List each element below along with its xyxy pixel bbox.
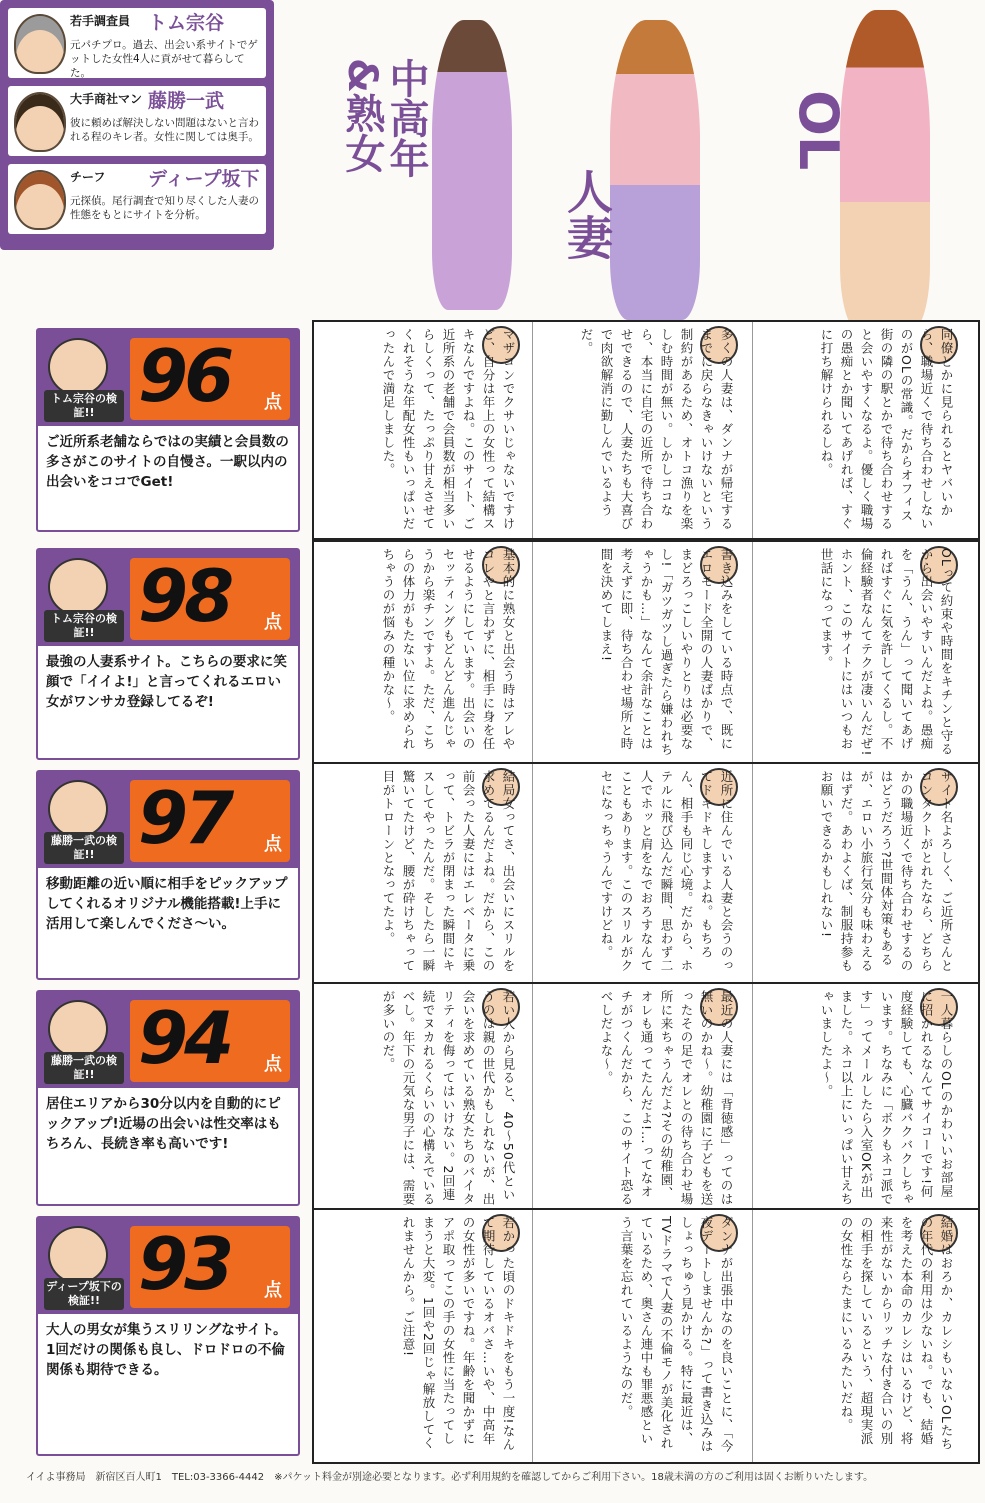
comment-text: 同僚とかに見られるとヤバいから、職場近くで待ち合わせしないのがOLの常識。だからオフィス街の隣の駅とかで待ち合わせすると会いやすくなるよ。優しく職場の愚痴とか聞いてあげれば、すぐに打ち解けられるしね。: [819, 328, 954, 531]
divider: [532, 1210, 533, 1462]
avatar: [48, 338, 108, 396]
staff-name: ディープ坂下: [148, 168, 260, 190]
divider: [752, 984, 753, 1212]
staff-role: 大手商社マン: [70, 92, 143, 106]
score-summary: 移動距離の近い順に相手をピックアップしてくれるオリジナル機能搭載!上手に活用して楽しんでくださ～い。: [46, 876, 288, 932]
comment-text: 最近の人妻には「背徳感」ってのは無いのかね～。幼稚園に子どもを送ったその足でオレとの待ち合わせ場所に来ちゃうんだよ?その幼稚園、オレも通ってたんだよ!…ってなオチがつくんだから、このサイト恐るべしだよな～。: [599, 990, 734, 1206]
staff-role: 若手調査員: [70, 14, 131, 28]
staff-desc: 彼に頼めば解決しない問題はないと言われる程のキレ者。女性に関しては奥手。: [70, 117, 259, 143]
divider: [752, 322, 753, 538]
divider: [752, 1210, 753, 1462]
comment-row: [312, 1208, 980, 1464]
divider: [532, 984, 533, 1212]
comment-row: [312, 540, 980, 768]
score-value: 97: [138, 776, 231, 860]
score-panel: [36, 548, 300, 760]
comment-text: 基本的に熟女と出会う時はアレやコレやと言わずに、相手に身を任せるようにしています。出会いのセッティングもどんどん進んじゃうから楽チンですよ。ただ、こちらの体力がもたない位に求められちゃうのが悩みの種かな～。: [381, 548, 516, 751]
avatar: [14, 170, 66, 230]
score-panel: [36, 990, 300, 1206]
score-box: [130, 334, 290, 420]
score-header: [38, 1218, 298, 1314]
score-value: 94: [138, 996, 231, 1080]
comment-text: 多くの人妻は、ダンナが帰宅するまでに戻らなきゃいけないという制約があるため、オトコ漁りを楽しむ時間が無い。しかしココなら、本当に自宅の近所で待ち合わせできるので、人妻たちも大喜びで肉欲解消に勤しんでいるようだ。: [579, 328, 734, 531]
divider: [532, 542, 533, 766]
verifier-tag: トム宗谷の検証!!: [44, 610, 124, 642]
score-box: [130, 1222, 290, 1308]
comment-row: [312, 762, 980, 988]
staff-panel: [0, 0, 274, 250]
staff-name: 藤勝一武: [148, 90, 225, 112]
comment-text: マザコンでクサいじゃないですけど、自分は年上の女性って結構スキなんですよね。このサイト、ご近所系の老舗で会員数が相当多いらしくって、たっぷり甘えさせてくれそうな年配女性もいっぱいだったんで満足しました。: [381, 328, 516, 531]
avatar: [14, 92, 66, 152]
staff-fujikatsu: [8, 86, 266, 156]
housewife-illustration: [610, 20, 700, 320]
score-panel: [36, 770, 300, 980]
staff-desc: 元探偵。尾行調査で知り尽くした人妻の性態をもとにサイトを分析。: [70, 195, 259, 221]
comment-text: ダンナが出張中なのを良いことに、「今夜デートしませんか?」って書き込みはしょっちゅう見かける。特に最近は、TVドラマで人妻の不倫モノが美化されているため、奥さん連中も罪悪感という言葉を忘れているようなのだ。: [619, 1216, 734, 1454]
score-summary: ご近所系老舗ならではの実績と会員数の多さがこのサイトの自慢さ。一駅以内の出会いをココでGet!: [46, 434, 289, 490]
staff-name: トム宗谷: [148, 12, 225, 34]
comment-text: 結局女ってさ、出会いにスリルを求めてるんだよね。だから、この前会った人妻にはエレベータに乗って、トビラが閉まった瞬間にキスしてやったんだ。そしたら一瞬驚いてたけど、腰が砕けちゃって目がトローンとなってたよ。: [381, 770, 516, 973]
verifier-tag: 藤勝一武の検証!!: [44, 1052, 124, 1084]
score-value: 96: [138, 334, 231, 418]
comment-text: OLって約束や時間をキチンと守るから出会いやすいんだよね。愚痴を「うん、うん」って聞いてあげればすぐに気を許してくるし。不倫経験者なんてテクが凄いんだぜ!ホント、このサイトにはいつもお世話になってます。: [819, 548, 954, 757]
score-unit: 点: [264, 612, 282, 633]
avatar: [48, 1226, 108, 1284]
comment-text: 書き込みをしている時点で、既にエロモード全開の人妻ばかりで、まどろっこしいやりとりは必要なし!「ガツガツし過ぎたら嫌われちゃうかも…」なんて余計なことは考えずに即、待ち合わせ場所と時間を決めてしまえ!: [599, 548, 734, 757]
comment-text: 結婚はおろか、カレシもいないOLたちの年代の利用は少ないね。でも、結婚を考えた本命のカレシはいるけど、将来性がないからリッチな付き合いの別の相手を探しているという、超現実派の女性ならたまにいるみたいだね。: [839, 1216, 954, 1451]
score-value: 98: [138, 554, 231, 638]
score-header: [38, 992, 298, 1088]
category-ol-label: OL: [787, 90, 850, 171]
verifier-tag: トム宗谷の検証!!: [44, 390, 124, 422]
footer-notice: イイよ事務局 新宿区百人町1 TEL:03-3366-4442 ※パケット料金が別途必要となります。必ず利用規約を確認してからご利用下さい。18歳未満の方のご利用は固くお断りいたします。: [26, 1472, 874, 1483]
comment-text: 近所に住んでいる人妻と会うのってドキドキしますよね。もちろん、相手も同じ心境。だから、ホテルに飛び込んだ瞬間、思わず二人でホッと肩をなでおろすなんてこともあります。このスリルがクセになっちゃうんですけどね。: [599, 770, 734, 973]
verifier-tag: 藤勝一武の検証!!: [44, 832, 124, 864]
score-summary: 最強の人妻系サイト。こちらの要求に笑顔で「イイよ!」と言ってくれるエロい女がワンサカ登録してるぞ!: [46, 654, 287, 710]
avatar: [14, 14, 66, 74]
avatar: [48, 780, 108, 838]
divider: [532, 764, 533, 986]
avatar: [48, 558, 108, 616]
score-header: [38, 330, 298, 426]
score-header: [38, 550, 298, 646]
staff-deep: [8, 164, 266, 234]
comment-row: [312, 982, 980, 1214]
score-box: [130, 554, 290, 640]
verifier-tag: ディープ坂下の検証!!: [44, 1278, 124, 1310]
score-box: [130, 776, 290, 862]
score-box: [130, 996, 290, 1082]
score-panel: [36, 328, 300, 532]
staff-tom: [8, 8, 266, 78]
score-value: 93: [138, 1222, 231, 1306]
comment-text: サイト名よろしく、ご近所さんとコンタクトがとれたなら、どちらかの職場近くで待ち合わせするのはどうだろう?世間体対策もあるが、エロい小旅行気分も味わえるはずだ。あわよくば、制服持参もお願いできるかもしれない!: [819, 770, 954, 973]
score-summary: 大人の男女が集うスリリングなサイト。1回だけの関係も良し、ドロドロの不倫関係も期待できる。: [46, 1322, 287, 1378]
score-unit: 点: [264, 834, 282, 855]
avatar: [48, 1000, 108, 1058]
divider: [752, 764, 753, 986]
comment-text: 若かった頃のドキドキをもう一度!なんて期待しているオバさ…いや、中高年の女性が多いですね。年齢を聞かずにアポ取ってこの手の女性に当たってしまうと大変。1回や2回じゃ解放してくれませんから。ご注意!: [401, 1216, 516, 1452]
score-summary: 居住エリアから30分以内を自動的にピックアップ!近場の出会いは性交率はもちろん、長続き率も高いです!: [46, 1096, 281, 1152]
score-unit: 点: [264, 1280, 282, 1301]
score-unit: 点: [264, 1054, 282, 1075]
divider: [752, 542, 753, 766]
divider: [532, 322, 533, 538]
comment-text: 若い人から見ると、40～50代というのは親の世代かもしれないが、出会いを求めている熟女たちのバイタリティを侮ってはいけない。2回連続でヌカれるくらいの心構えでいるべし。年下の元気な男子には、需要が多いのだ。: [381, 990, 516, 1206]
staff-role: チーフ: [70, 170, 106, 184]
mature-woman-illustration: [432, 20, 512, 310]
score-panel: [36, 1216, 300, 1456]
comment-text: 一人暮らしのOLのかわいいお部屋に招かれるなんてサイコーです!何度経験しても、心臓バクバクしちゃいます。ちなみに「ボクもネコ派です」ってメールしたら入室OKが出ました。ネコ以上にいっぱい甘えちゃいましたよ～。: [819, 990, 954, 1206]
ol-illustration: [840, 10, 930, 330]
category-mature-label: 中高年&熟女: [339, 58, 429, 178]
score-header: [38, 772, 298, 868]
staff-desc: 元パチプロ。過去、出会い系サイトでゲットした女性4人に貢がせて暮らしてた。: [70, 39, 258, 79]
score-unit: 点: [264, 392, 282, 413]
category-wife-label: 人妻: [560, 168, 614, 260]
comment-row: [312, 320, 980, 540]
